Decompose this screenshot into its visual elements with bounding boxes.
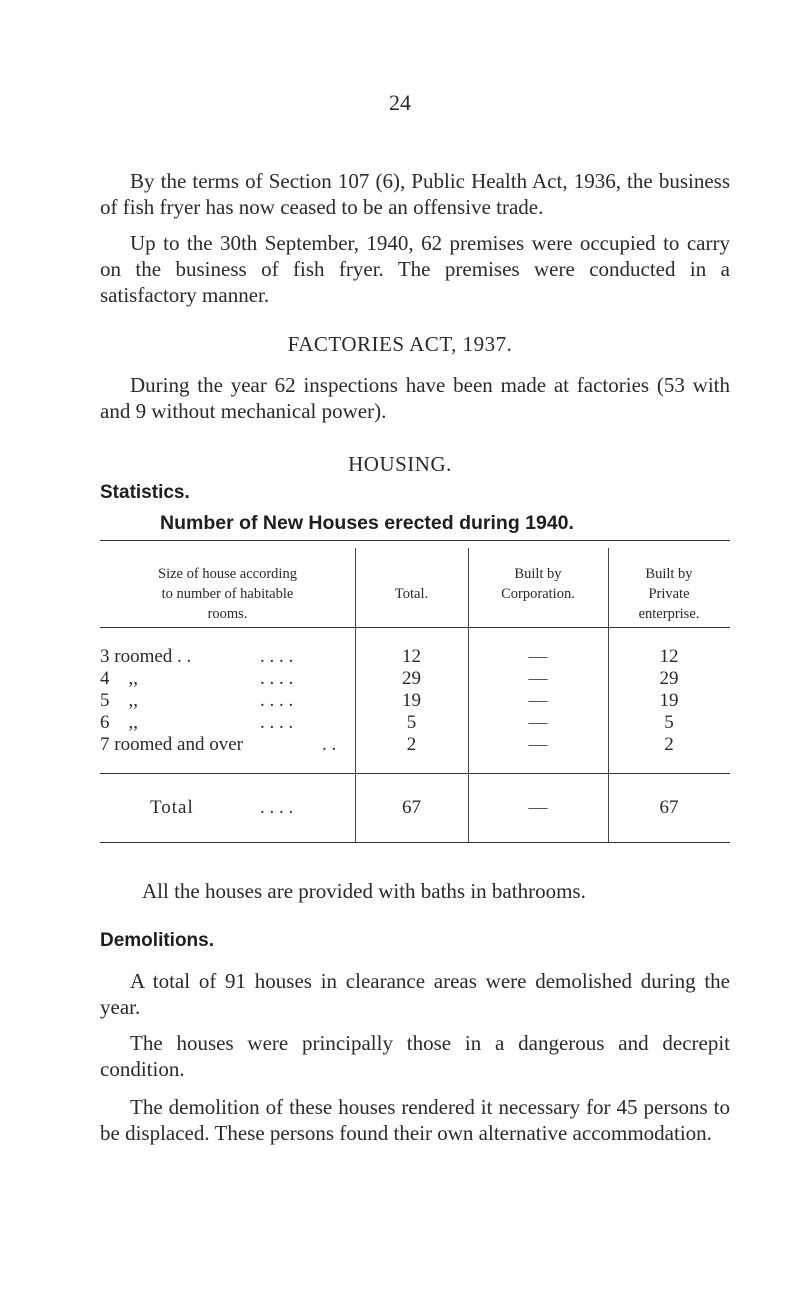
- header-line: to number of habitable: [161, 586, 294, 602]
- row-leader-dots: . . . .: [260, 712, 294, 733]
- new-houses-table: [100, 540, 730, 860]
- row-leader-dots: . . . .: [260, 690, 294, 711]
- paragraph-text: All the houses are provided with baths in bathrooms.: [142, 879, 586, 903]
- housing-heading: HOUSING.: [348, 452, 452, 476]
- cell-total: 2: [406, 734, 417, 755]
- row-leader-dots: . .: [322, 734, 337, 755]
- header-size-of-house: [100, 564, 355, 624]
- row-label: 7 roomed and over: [100, 734, 243, 755]
- header-built-by-corporation: [468, 564, 608, 604]
- table-title: Number of New Houses erected during 1940.: [160, 512, 574, 534]
- cell-total: 5: [406, 712, 417, 733]
- row-label: 3 roomed . .: [100, 646, 192, 667]
- cell-private: 2: [664, 734, 674, 755]
- paragraph-text: Up to the 30th September, 1940, 62 premises were occupied to carry on the business of fish fryer. The premises were conducted in a satisfactory manner.: [100, 231, 730, 307]
- header-line: Built by: [514, 566, 562, 582]
- paragraph-demolition-total: [100, 968, 730, 1020]
- cell-total: 67: [402, 797, 421, 818]
- table-body-rule: [100, 773, 730, 774]
- table-header-rule: [100, 627, 730, 628]
- cell-corporation: —: [528, 797, 548, 818]
- header-built-by-private-enterprise: [608, 564, 730, 624]
- cell-corporation: —: [528, 690, 548, 711]
- paragraph-fish-fryer-offensive-trade: [100, 168, 730, 220]
- row-label: 4 ,,: [100, 668, 138, 689]
- row-leader-dots: . . . .: [260, 668, 294, 689]
- table-top-rule: [100, 540, 730, 541]
- paragraph-factory-inspections: [100, 372, 730, 424]
- demolitions-heading: Demolitions.: [100, 930, 215, 951]
- statistics-heading: Statistics.: [100, 482, 190, 503]
- header-line: Size of house according: [158, 566, 297, 582]
- row-leader-dots: . . . .: [260, 797, 294, 818]
- paragraph-text: A total of 91 houses in clearance areas were demolished during the year.: [100, 969, 730, 1019]
- header-total: Total.: [394, 586, 429, 602]
- cell-total: 29: [402, 668, 421, 689]
- header-line: Corporation.: [501, 586, 575, 602]
- header-line: Built by: [645, 566, 693, 582]
- paragraph-text: The houses were principally those in a dangerous and decrepit condition.: [100, 1031, 730, 1081]
- total-row-label: Total: [150, 797, 194, 818]
- paragraph-fish-fryer-premises: [100, 230, 730, 308]
- page-number: 24: [389, 90, 411, 115]
- row-label: 5 ,,: [100, 690, 138, 711]
- paragraph-baths: [100, 878, 730, 904]
- paragraph-text: By the terms of Section 107 (6), Public Health Act, 1936, the business of fish fryer has now ceased to be an offensive trade.: [100, 169, 730, 219]
- header-line: rooms.: [207, 606, 248, 622]
- cell-private: 29: [659, 668, 679, 689]
- paragraph-displaced-persons: [100, 1094, 730, 1146]
- table-bottom-rule: [100, 842, 730, 843]
- paragraph-text: The demolition of these houses rendered it necessary for 45 persons to be displaced. These persons found their own alternative accommodation.: [100, 1095, 730, 1145]
- cell-private: 12: [659, 646, 679, 667]
- paragraph-text: During the year 62 inspections have been made at factories (53 with and 9 without mechanical power).: [100, 373, 730, 423]
- cell-total: 12: [402, 646, 421, 667]
- header-line: enterprise.: [638, 606, 700, 622]
- row-label: 6 ,,: [100, 712, 138, 733]
- cell-corporation: —: [528, 646, 548, 667]
- cell-corporation: —: [528, 734, 548, 755]
- cell-corporation: —: [528, 668, 548, 689]
- row-leader-dots: . . . .: [260, 646, 294, 667]
- cell-private: 19: [659, 690, 679, 711]
- factories-act-heading: FACTORIES ACT, 1937.: [287, 332, 513, 356]
- paragraph-demolition-condition: [100, 1030, 730, 1082]
- cell-private: 5: [664, 712, 674, 733]
- header-line: Private: [648, 586, 690, 602]
- cell-total: 19: [402, 690, 421, 711]
- cell-private: 67: [659, 797, 679, 818]
- cell-corporation: —: [528, 712, 548, 733]
